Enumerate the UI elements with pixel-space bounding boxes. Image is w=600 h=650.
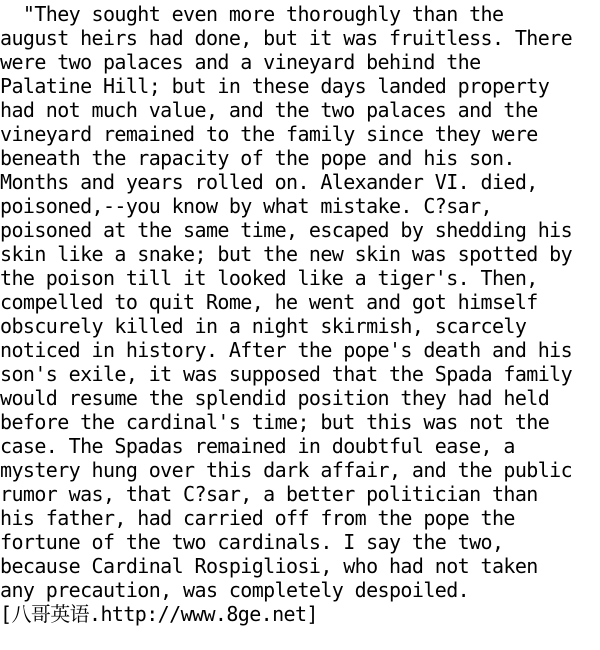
text-line: before the cardinal's time; but this was not the xyxy=(0,410,550,434)
text-line: Palatine Hill; but in these days landed property xyxy=(0,74,550,98)
text-line: noticed in history. After the pope's death and his xyxy=(0,338,573,362)
text-line: skin like a snake; but the new skin was spotted by xyxy=(0,242,573,266)
text-line: august heirs had done, but it was fruitless. There xyxy=(0,26,573,50)
text-line: fortune of the two cardinals. I say the two, xyxy=(0,530,504,554)
text-line: case. The Spadas remained in doubtful ease, a xyxy=(0,434,515,458)
text-line: compelled to quit Rome, he went and got himself xyxy=(0,290,538,314)
text-line: obscurely killed in a night skirmish, scarcely xyxy=(0,314,527,338)
text-line: the poison till it looked like a tiger's. Then, xyxy=(0,266,538,290)
text-line: his father, had carried off from the pope the xyxy=(0,506,515,530)
document-body xyxy=(0,2,600,626)
source-footer: [八哥英语.http://www.8ge.net] xyxy=(0,602,318,626)
text-line: were two palaces and a vineyard behind the xyxy=(0,50,481,74)
text-line: any precaution, was completely despoiled. xyxy=(0,578,470,602)
text-line: because Cardinal Rospigliosi, who had not taken xyxy=(0,554,538,578)
text-line: beneath the rapacity of the pope and his son. xyxy=(0,146,515,170)
text-line: rumor was, that C?sar, a better politician than xyxy=(0,482,538,506)
text-line: had not much value, and the two palaces and the xyxy=(0,98,538,122)
text-line: poisoned,--you know by what mistake. C?sar, xyxy=(0,194,492,218)
text-line: mystery hung over this dark affair, and the public xyxy=(0,458,573,482)
text-line: "They sought even more thoroughly than the xyxy=(0,2,504,26)
text-line: poisoned at the same time, escaped by shedding his xyxy=(0,218,573,242)
text-line: would resume the splendid position they had held xyxy=(0,386,550,410)
text-line: Months and years rolled on. Alexander VI. died, xyxy=(0,170,538,194)
text-line: son's exile, it was supposed that the Spada family xyxy=(0,362,573,386)
text-line: vineyard remained to the family since they were xyxy=(0,122,538,146)
